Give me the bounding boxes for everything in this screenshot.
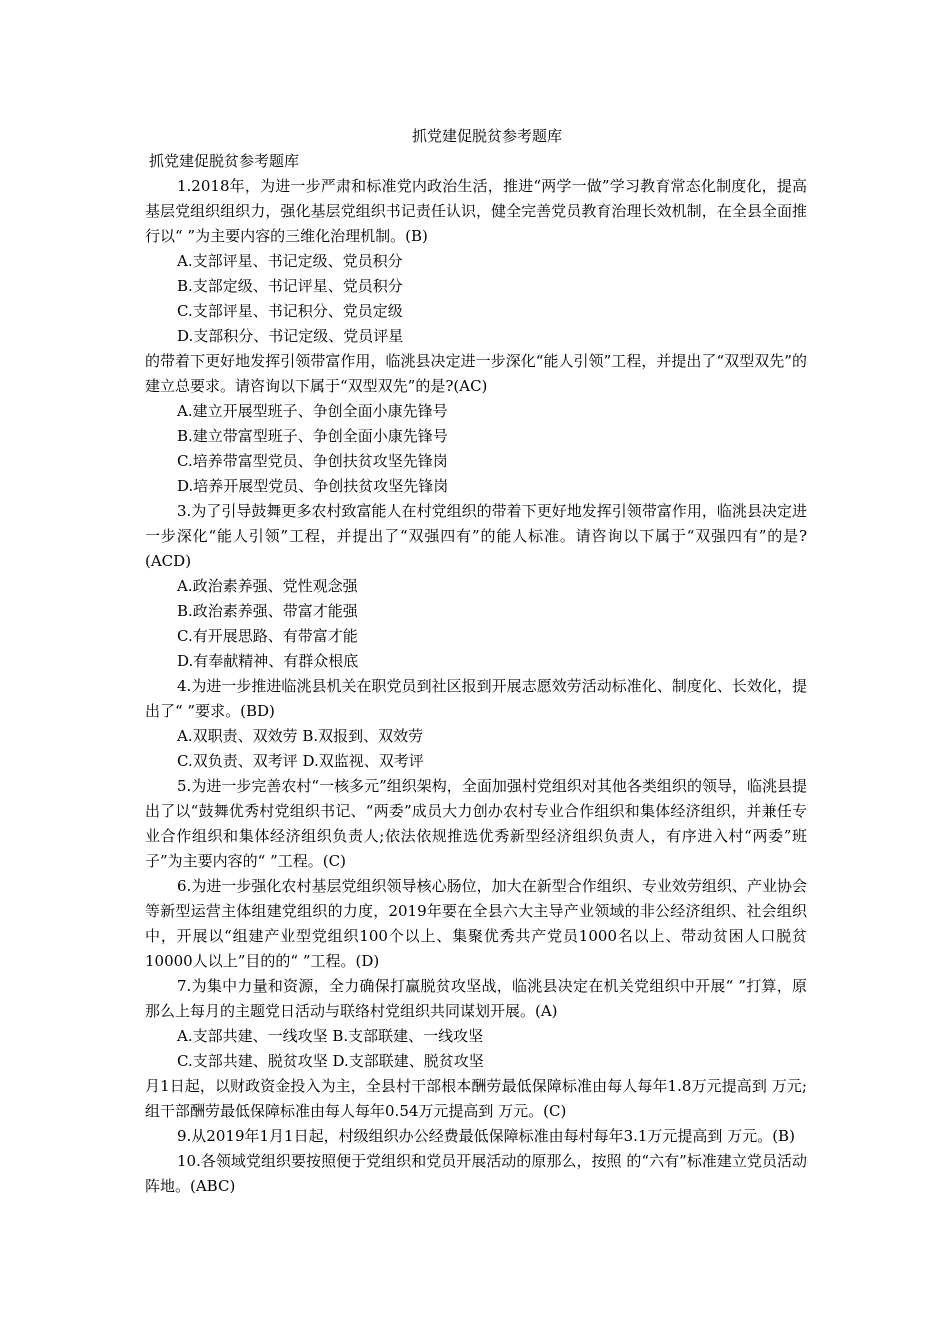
question-list xyxy=(145,174,807,1199)
paragraph: C.有开展思路、有带富才能 xyxy=(177,627,358,645)
paragraph: A.支部评星、书记定级、党员积分 xyxy=(177,252,403,270)
paragraph: 4.为进一步推进临洮县机关在职党员到社区报到开展志愿效劳活动标准化、制度化、长效化，提出了“ ”要求。(BD) xyxy=(145,677,807,720)
paragraph: B.支部定级、书记评星、党员积分 xyxy=(177,277,403,295)
paragraph: D.培养开展型党员、争创扶贫攻坚先锋岗 xyxy=(177,477,449,495)
paragraph: C.支部共建、脱贫攻坚 D.支部联建、脱贫攻坚 xyxy=(177,1052,484,1070)
paragraph: 10.各领域党组织要按照便于党组织和党员开展活动的原那么，按照 的“六有”标准建立党员活动阵地。(ABC) xyxy=(145,1152,807,1195)
paragraph: 的带着下更好地发挥引领带富作用，临洮县决定进一步深化“能人引领”工程，并提出了“双型双先”的建立总要求。请咨询以下属于“双型双先”的是?(AC) xyxy=(145,352,807,395)
paragraph: B.政治素养强、带富才能强 xyxy=(177,602,358,620)
document-title: 抓党建促脱贫参考题库 xyxy=(411,127,562,145)
paragraph: A.政治素养强、党性观念强 xyxy=(177,577,358,595)
paragraph: B.建立带富型班子、争创全面小康先锋号 xyxy=(177,427,448,445)
paragraph: C.双负责、双考评 D.双监视、双考评 xyxy=(177,752,424,770)
paragraph: D.有奉献精神、有群众根底 xyxy=(177,652,359,670)
paragraph: 1.2018年，为进一步严肃和标准党内政治生活，推进“两学一做”学习教育常态化制度化，提高基层党组织组织力，强化基层党组织书记责任认识，健全完善党员教育治理长效机制，在全县全面推行以“ ”为主要内容的三维化治理机制。(B) xyxy=(145,177,807,245)
paragraph: D.支部积分、书记定级、党员评星 xyxy=(177,327,404,345)
paragraph: A.建立开展型班子、争创全面小康先锋号 xyxy=(177,402,448,420)
document-body xyxy=(145,124,807,1199)
paragraph: 7.为集中力量和资源，全力确保打赢脱贫攻坚战，临洮县决定在机关党组织中开展“ ”打算，原那么上每月的主题党日活动与联络村党组织共同谋划开展。(A) xyxy=(145,977,807,1020)
paragraph: 6.为进一步强化农村基层党组织领导核心肠位，加大在新型合作组织、专业效劳组织、产业协会等新型运营主体组建党组织的力度，2019年要在全县六大主导产业领域的非公经济组织、社会组织中，开展以“组建产业型党组织100个以上、集聚优秀共产党员1000名以上、带动贫困人口脱贫10000人以上”目的的“ ”工程。(D) xyxy=(145,877,807,970)
document-subtitle: 抓党建促脱贫参考题库 xyxy=(149,152,300,170)
paragraph: C.培养带富型党员、争创扶贫攻坚先锋岗 xyxy=(177,452,448,470)
paragraph: A.双职责、双效劳 B.双报到、双效劳 xyxy=(177,727,424,745)
paragraph: C.支部评星、书记积分、党员定级 xyxy=(177,302,403,320)
paragraph: 9.从2019年1月1日起，村级组织办公经费最低保障标准由每村每年3.1万元提高到 万元。(B) xyxy=(177,1127,795,1145)
paragraph: 5.为进一步完善农村“一核多元”组织架构，全面加强村党组织对其他各类组织的领导，临洮县提出了以“鼓舞优秀村党组织书记、“两委”成员大力创办农村专业合作组织和集体经济组织，并兼任专业合作组织和集体经济组织负责人;依法依规推选优秀新型经济组织负责人，有序进入村“两委”班子”为主要内容的“ ”工程。(C) xyxy=(145,777,807,870)
paragraph: A.支部共建、一线攻坚 B.支部联建、一线攻坚 xyxy=(177,1027,484,1045)
paragraph: 3.为了引导鼓舞更多农村致富能人在村党组织的带着下更好地发挥引领带富作用，临洮县决定进一步深化“能人引领”工程，并提出了“双强四有”的能人标准。请咨询以下属于“双强四有”的是?(ACD) xyxy=(145,502,807,570)
paragraph: 月1日起，以财政资金投入为主，全县村干部根本酬劳最低保障标准由每人每年1.8万元提高到 万元;组干部酬劳最低保障标准由每人每年0.54万元提高到 万元。(C) xyxy=(145,1077,807,1120)
